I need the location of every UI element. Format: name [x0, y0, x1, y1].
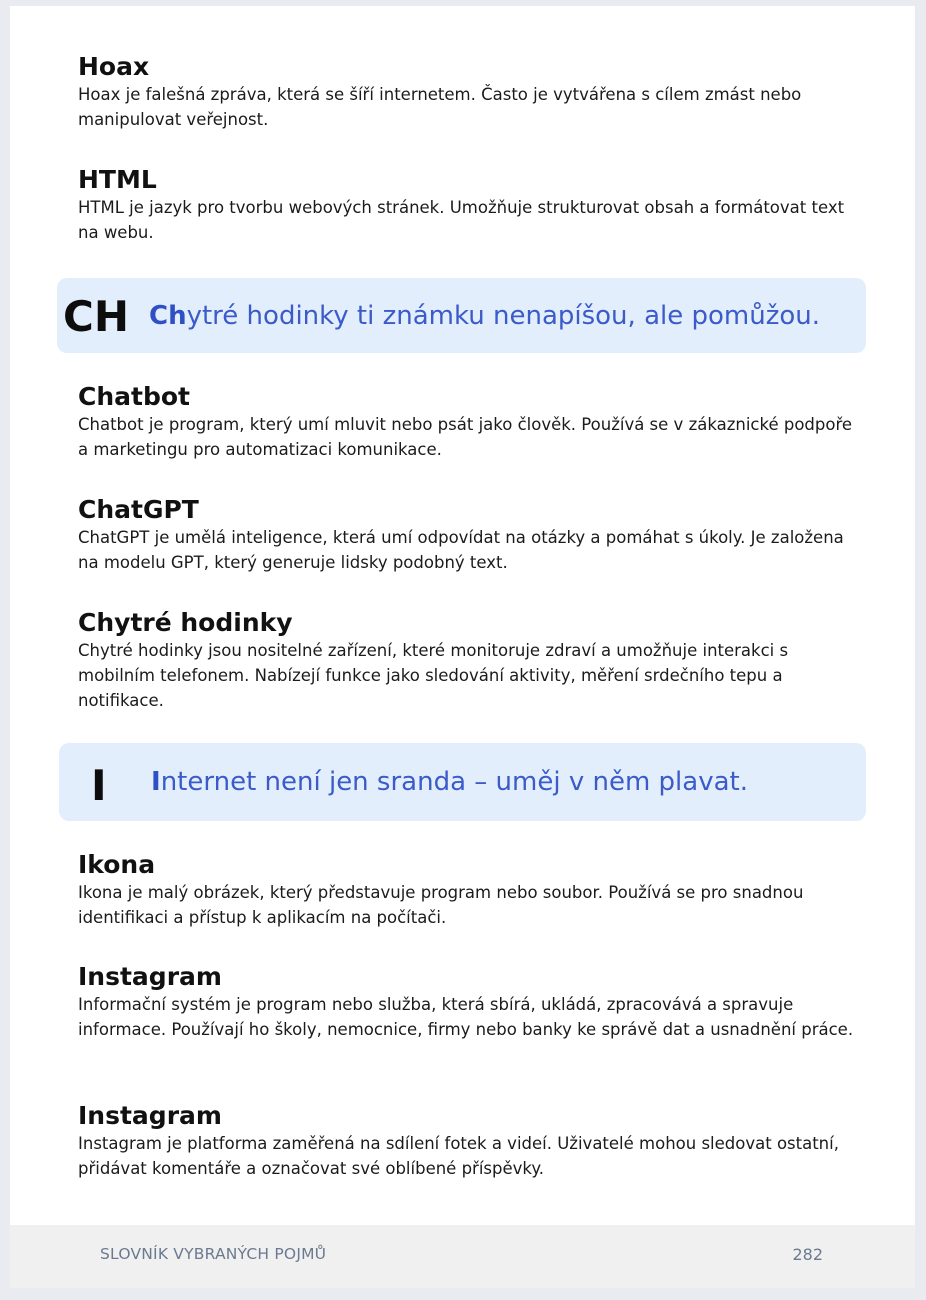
entry-term: Chytré hodinky	[78, 608, 293, 637]
letter-banner-ch	[57, 278, 866, 353]
entry-term: Instagram	[78, 1101, 222, 1130]
entry-term: Ikona	[78, 850, 156, 879]
glossary-entry-chatbot	[78, 382, 858, 462]
page-footer	[10, 1225, 915, 1288]
entry-term: Hoax	[78, 52, 150, 81]
glossary-entry-chatgpt	[78, 495, 858, 575]
entry-definition: Instagram je platforma zaměřená na sdílení fotek a videí. Uživatelé mohou sledovat ostatní, přidávat komentáře a označovat své oblíbené příspěvky.	[78, 1134, 839, 1178]
banner-slogan	[151, 767, 748, 797]
glossary-entry-html	[78, 165, 858, 245]
entry-definition: Ikona je malý obrázek, který představuje program nebo soubor. Používá se pro snadnou identifikaci a přístup k aplikacím na počítači.	[78, 883, 804, 927]
glossary-entry-instagram-2	[78, 1101, 858, 1181]
entry-definition: ChatGPT je umělá inteligence, která umí odpovídat na otázky a pomáhat s úkoly. Je založena na modelu GPT, který generuje lidsky podobný text.	[78, 528, 844, 572]
entry-definition: Informační systém je program nebo služba, která sbírá, ukládá, zpracovává a spravuje informace. Používají ho školy, nemocnice, firmy nebo banky ke správě dat a usnadnění práce.	[78, 995, 854, 1039]
page-number: 282	[792, 1245, 823, 1264]
entry-term: Instagram	[78, 962, 222, 991]
glossary-entry-chytre-hodinky	[78, 608, 858, 713]
slogan-highlight: I	[151, 767, 161, 797]
entry-definition: HTML je jazyk pro tvorbu webových stránek. Umožňuje strukturovat obsah a formátovat text na webu.	[78, 198, 845, 242]
glossary-entry-instagram-1	[78, 962, 858, 1042]
banner-letter: CH	[63, 292, 129, 341]
letter-banner-i	[59, 743, 866, 821]
glossary-entry-ikona	[78, 850, 858, 930]
entry-term: ChatGPT	[78, 495, 199, 524]
glossary-entry-hoax	[78, 52, 858, 132]
entry-term: HTML	[78, 165, 157, 194]
entry-term: Chatbot	[78, 382, 190, 411]
entry-definition: Chytré hodinky jsou nositelné zařízení, které monitoruje zdraví a umožňuje interakci s mobilním telefonem. Nabízejí funkce jako sledování aktivity, měření srdečního tepu a notifikace.	[78, 641, 789, 710]
entry-definition: Hoax je falešná zpráva, která se šíří internetem. Často je vytvářena s cílem zmást nebo manipulovat veřejnost.	[78, 85, 802, 129]
slogan-text: ytré hodinky ti známku nenapíšou, ale pomůžou.	[186, 301, 821, 331]
slogan-text: nternet není jen sranda – uměj v něm plavat.	[160, 767, 748, 797]
footer-title: SLOVNÍK VYBRANÝCH POJMŮ	[100, 1245, 327, 1263]
entry-definition: Chatbot je program, který umí mluvit nebo psát jako člověk. Používá se v zákaznické podpoře a marketingu pro automatizaci komunikace.	[78, 415, 853, 459]
banner-slogan	[149, 301, 820, 331]
document-page	[10, 6, 915, 1288]
banner-letter: I	[91, 761, 107, 810]
slogan-highlight: Ch	[149, 301, 187, 331]
